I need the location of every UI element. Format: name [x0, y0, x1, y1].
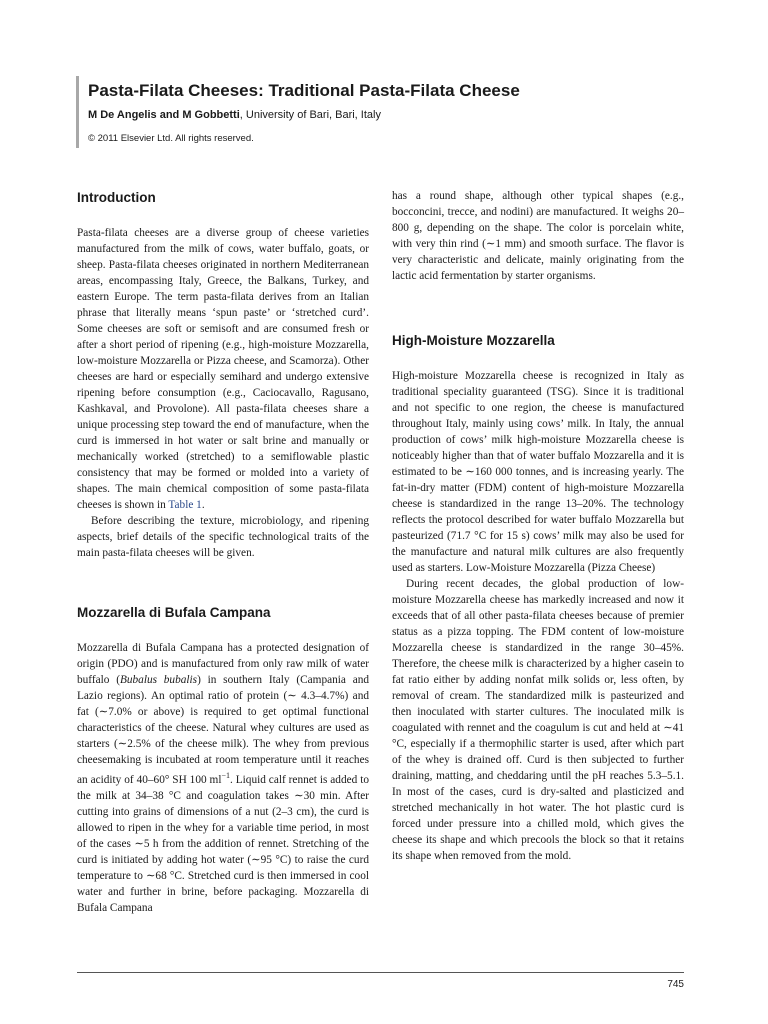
article-header	[88, 80, 708, 145]
footer-rule	[77, 972, 684, 973]
bufala-p1-end: . Liquid calf rennet is added to the milk at 34–38 °C and coagulation takes ∼30 min. After cutting into grains of dimensions of a nut (2–3 cm), the curd is allowed to ripen in the whey for a variable time period, in most of the cases ∼5 h from the addition of rennet. Stretching of the curd is initiated by adding hot water (∼95 °C) to raise the curd temperature to ∼68 °C. Stretched curd is then immersed in cool water and further in brine, before packaging. Mozzarella di Bufala Campana	[77, 773, 369, 914]
bufala-continued-paragraph: has a round shape, although other typical shapes (e.g., bocconcini, trecce, and nodini) are manufactured. It weighs 20–800 g, depending on the shape. The color is porcelain white, with very thin rind (∼1 mm) and smooth surface. The flavor is very characteristic and delicate, mainly originating from the lactic acid fermentation by starter organisms.	[392, 190, 684, 282]
bufala-p1-text: Mozzarella di Bufala Campana has a protected designation of origin (PDO) and is manufactured from only raw milk of water buffalo (	[77, 642, 369, 686]
unit-exponent: −1	[221, 771, 230, 780]
bufala-heading: Mozzarella di Bufala Campana	[77, 605, 271, 620]
article-title: Pasta-Filata Cheeses: Traditional Pasta-Filata Cheese	[88, 81, 520, 100]
introduction-p1-text: Pasta-filata cheeses are a diverse group of cheese varieties manufactured from the milk of cows, water buffalo, goats, or sheep. Pasta-filata cheeses originated in northern Mediterranean areas, encompassing Italy, Greece, the Balkans, Turkey, and eastern Europe. The term pasta-filata derives from an Italian phrase that literally means ‘spun paste’ or ‘stretched curd’. Some cheeses are soft or semisoft and are consumed fresh or after a short period of ripening (e.g., high-moisture Mozzarella, low-moisture Mozzarella or Pizza cheese, and Scamorza). Other cheeses are hard or especially semihard and undergo extensive ripening before consumption (e.g., Caciocavallo, Ragusano, Kashkaval, and Provolone). All pasta-filata cheeses share a unique processing step toward the end of manufacture, when the curd is immersed in hot water or salt brine and manually or mechanically worked (stretched) to a semiflowable plastic consistency that may be formed or molded into a variety of shapes. The main chemical composition of some pasta-filata cheeses is shown in	[77, 227, 369, 511]
bufala-p1-mid: ) in southern Italy (Campania and Lazio regions). An optimal ratio of protein (∼ 4.3–4.7%) and fat (∼7.0% or above) is required to get optimal functional characteristics of the cheese. Natural whey cultures are used as starters (∼2.5% of the cheese milk). The whey from previous cheesemaking is incubated at room temperature until it reaches an acidity of 40–60° SH 100 ml	[77, 674, 369, 786]
high-moisture-heading: High-Moisture Mozzarella	[392, 333, 555, 348]
introduction-p1-end: .	[201, 499, 205, 511]
introduction-paragraph-1	[77, 225, 369, 513]
author-affiliation: , University of Bari, Bari, Italy	[239, 109, 381, 121]
table-1-link[interactable]: Table 1	[168, 499, 202, 511]
right-column	[392, 188, 684, 864]
bufala-paragraph-1	[77, 640, 369, 916]
author-line	[88, 108, 708, 122]
introduction-heading: Introduction	[77, 190, 156, 205]
introduction-paragraph-2: Before describing the texture, microbiology, and ripening aspects, brief details of the specific technological traits of the main pasta-filata cheeses will be given.	[77, 515, 369, 559]
page-number: 745	[667, 979, 684, 990]
low-moisture-paragraph: During recent decades, the global production of low-moisture Mozzarella cheese has markedly increased and now it exceeds that of all other pasta-filata cheeses because of premier status as a pizza topping. The FDM content of low-moisture Mozzarella cheese is standardized in the range 30–45%. Therefore, the cheese milk is characterized by a higher casein to fat ratio either by adding nonfat milk solids or, less often, by removal of cream. The standardized milk is pasteurized and then inoculated with starter cultures. The inoculated milk is coagulated with rennet and the coagulum is cut and held at ∼41 °C, especially if a thermophilic starter is used, after which part of the whey is drained off. Curd is then subjected to further draining, matting, and cheddaring until the pH reaches 5.3–5.1. In most of the cases, curd is dry-salted and plasticized and stretched mechanically in hot water. The hot plastic curd is forced under pressure into a chilled mold, which gives the cheese its shape and which precools the block so that it retains its shape when removed from the mold.	[392, 578, 684, 862]
copyright-notice: © 2011 Elsevier Ltd. All rights reserved.	[88, 133, 254, 144]
author-names: M De Angelis and M Gobbetti	[88, 109, 240, 121]
header-accent-bar	[76, 76, 79, 148]
high-moisture-paragraph-1: High-moisture Mozzarella cheese is recognized in Italy as traditional speciality guaranteed (TSG). Since it is traditional and not specific to one region, the cheese is manufactured throughout Italy, mainly using cows’ milk. In Italy, the annual production of cows’ milk high-moisture Mozzarella cheese is noticeably higher than that of water buffalo Mozzarella and it is estimated to be ∼160 000 tonnes, and is increasing yearly. The fat-in-dry matter (FDM) content of high-moisture Mozzarella cheese is standardized in the range 13–20%. The technology reflects the protocol described for water buffalo Mozzarella but pasteurized (71.7 °C for 15 s) cows’ milk may also be used for the manufacture and natural milk cultures are also frequently used as starters. Low-Moisture Mozzarella (Pizza Cheese)	[392, 370, 684, 574]
species-name: Bubalus bubalis	[119, 674, 198, 686]
left-column	[77, 188, 369, 916]
